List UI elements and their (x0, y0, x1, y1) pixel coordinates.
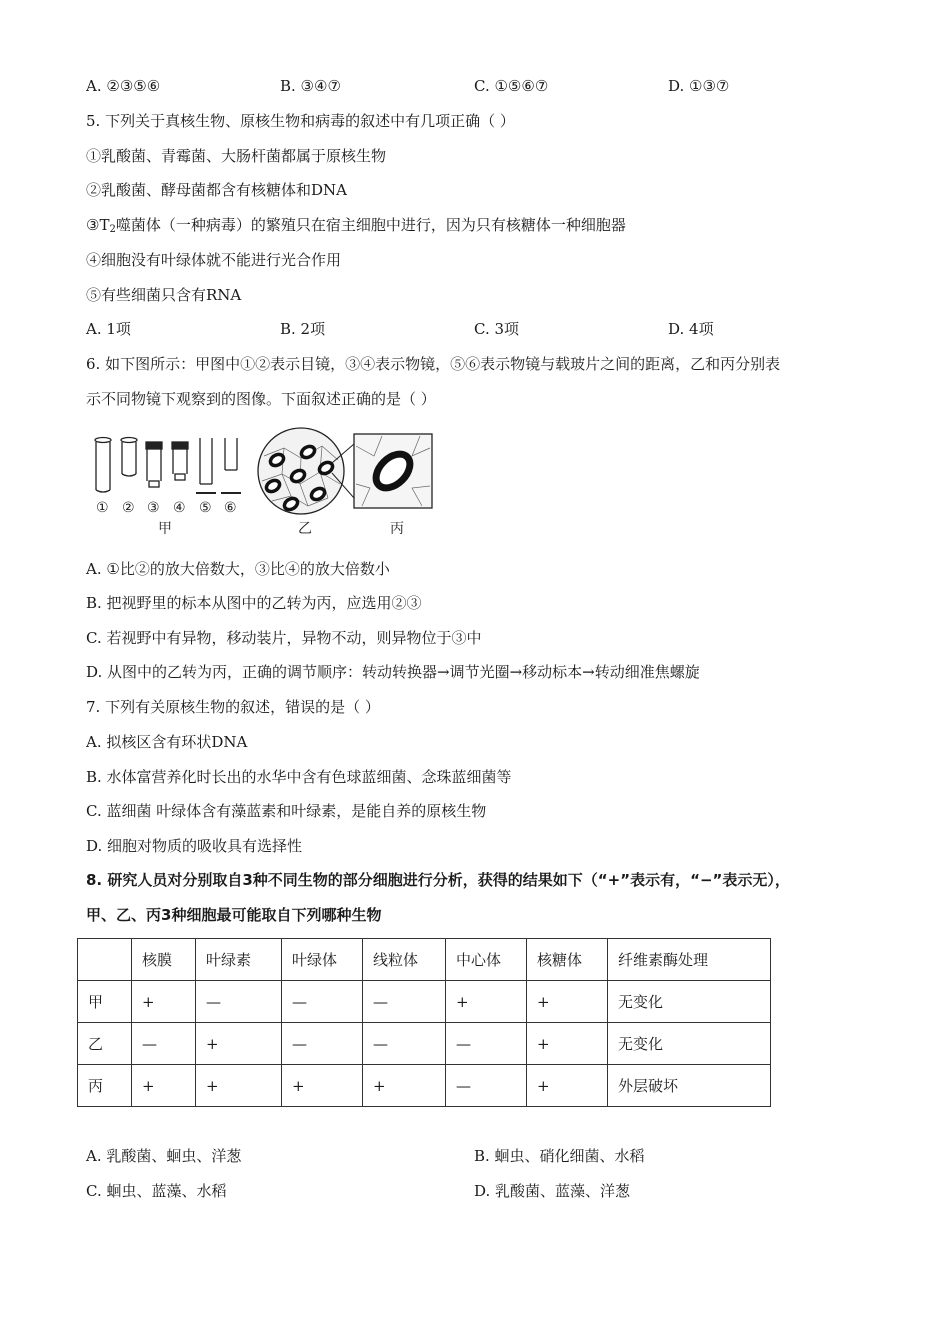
number-2: ② (122, 500, 135, 516)
table-cell: — (446, 1023, 527, 1065)
label-yi: 乙 (298, 521, 312, 537)
table-header-cell: 线粒体 (363, 939, 446, 981)
q6-option-c: C. 若视野中有异物，移动装片，异物不动，则异物位于③中 (86, 629, 482, 647)
q8-option-a: A. 乳酸菌、蛔虫、洋葱 (86, 1147, 242, 1165)
table-header-row (78, 939, 771, 981)
table-cell: + (527, 1023, 608, 1065)
q6-stem-line2: 示不同物镜下观察到的图像。下面叙述正确的是（ ） (86, 390, 436, 408)
view-bing (354, 434, 432, 508)
q5-option-c: C. 3项 (474, 320, 520, 338)
q8-option-b: B. 蛔虫、硝化细菌、水稻 (474, 1147, 645, 1165)
q6-option-a: A. ①比②的放大倍数大，③比④的放大倍数小 (86, 560, 390, 578)
table-cell: + (132, 981, 196, 1023)
q5-item-1: ①乳酸菌、青霉菌、大肠杆菌都属于原核生物 (86, 147, 387, 165)
distance-5 (196, 438, 216, 493)
microscope-figure-svg (86, 426, 436, 541)
table-row (78, 1065, 771, 1107)
q4-option-a: A. ②③⑤⑥ (86, 77, 161, 95)
number-4: ④ (173, 500, 186, 516)
lens-2 (121, 438, 137, 477)
q7-option-c: C. 蓝细菌 叶绿体含有藻蓝素和叶绿素，是能自养的原核生物 (86, 802, 487, 820)
lens-3 (146, 442, 162, 487)
table-cell: 无变化 (608, 1023, 771, 1065)
table-cell: + (527, 981, 608, 1023)
q4-option-d: D. ①③⑦ (668, 77, 730, 95)
q6-option-d: D. 从图中的乙转为丙，正确的调节顺序：转动转换器→调节光圈→移动标本→转动细准焦螺旋 (86, 663, 700, 681)
q8-option-c: C. 蛔虫、蓝藻、水稻 (86, 1182, 227, 1200)
q6-option-b: B. 把视野里的标本从图中的乙转为丙，应选用②③ (86, 594, 422, 612)
q4-option-b: B. ③④⑦ (280, 77, 341, 95)
table-cell: — (282, 1023, 363, 1065)
table-cell: + (446, 981, 527, 1023)
q8-option-d: D. 乳酸菌、蓝藻、洋葱 (474, 1182, 631, 1200)
table-row (78, 981, 771, 1023)
q5-stem: 5. 下列关于真核生物、原核生物和病毒的叙述中有几项正确（ ） (86, 112, 515, 130)
table-cell: 甲 (78, 981, 132, 1023)
table-header-cell: 叶绿素 (196, 939, 282, 981)
q8-stem-line1: 8. 研究人员对分别取自3种不同生物的部分细胞进行分析，获得的结果如下（“+”表示有，“−”表示无）， (86, 871, 790, 889)
table-cell: 乙 (78, 1023, 132, 1065)
view-yi (258, 428, 354, 514)
table-cell: — (132, 1023, 196, 1065)
q7-option-a: A. 拟核区含有环状DNA (86, 733, 248, 751)
q8-table (77, 938, 771, 1107)
q5-option-d: D. 4项 (668, 320, 714, 338)
table-cell: + (282, 1065, 363, 1107)
q7-option-b: B. 水体富营养化时长出的水华中含有色球蓝细菌、念珠蓝细菌等 (86, 768, 512, 786)
lens-4 (172, 442, 188, 480)
distance-6 (221, 438, 241, 493)
q4-option-c: C. ①⑤⑥⑦ (474, 77, 549, 95)
table-cell: 无变化 (608, 981, 771, 1023)
number-6: ⑥ (224, 500, 237, 516)
q5-item-4: ④细胞没有叶绿体就不能进行光合作用 (86, 251, 342, 269)
lens-group (95, 438, 241, 494)
q5-item-3-subscript: 2 (109, 224, 116, 235)
q8-stem-line2: 甲、乙、丙3种细胞最可能取自下列哪种生物 (86, 906, 382, 924)
table-cell: + (527, 1065, 608, 1107)
table-cell: — (196, 981, 282, 1023)
q7-stem: 7. 下列有关原核生物的叙述，错误的是（ ） (86, 698, 380, 716)
number-3: ③ (147, 500, 160, 516)
q5-item-3-prefix: ③T (86, 216, 110, 234)
table-header-cell: 纤维素酶处理 (608, 939, 771, 981)
label-bing: 丙 (390, 521, 404, 537)
table-cell: — (363, 1023, 446, 1065)
table-header-cell: 核膜 (132, 939, 196, 981)
table-cell: — (363, 981, 446, 1023)
q5-item-5: ⑤有些细菌只含有RNA (86, 286, 242, 304)
table-cell: + (196, 1023, 282, 1065)
table-header-cell: 中心体 (446, 939, 527, 981)
q5-item-2: ②乳酸菌、酵母菌都含有核糖体和DNA (86, 181, 347, 199)
table-row (78, 1023, 771, 1065)
table-header-cell (78, 939, 132, 981)
table-cell: — (282, 981, 363, 1023)
microscope-figure (86, 426, 436, 541)
q5-item-3 (86, 215, 626, 240)
q6-stem-line1: 6. 如下图所示：甲图中①②表示目镜，③④表示物镜，⑤⑥表示物镜与载玻片之间的距离，乙和丙分别表 (86, 355, 781, 373)
q5-option-b: B. 2项 (280, 320, 326, 338)
table-cell: + (132, 1065, 196, 1107)
table-header-cell: 核糖体 (527, 939, 608, 981)
table-cell: 丙 (78, 1065, 132, 1107)
lens-1 (95, 438, 111, 493)
label-jia: 甲 (158, 521, 172, 537)
table-cell: 外层破坏 (608, 1065, 771, 1107)
q7-option-d: D. 细胞对物质的吸收具有选择性 (86, 837, 303, 855)
q5-option-a: A. 1项 (86, 320, 131, 338)
table-cell: + (363, 1065, 446, 1107)
table-cell: + (196, 1065, 282, 1107)
table-cell: — (446, 1065, 527, 1107)
table-header-cell: 叶绿体 (282, 939, 363, 981)
number-1: ① (96, 500, 109, 516)
q5-item-3-text: 噬菌体（一种病毒）的繁殖只在宿主细胞中进行，因为只有核糖体一种细胞器 (115, 216, 626, 234)
number-5: ⑤ (199, 500, 212, 516)
